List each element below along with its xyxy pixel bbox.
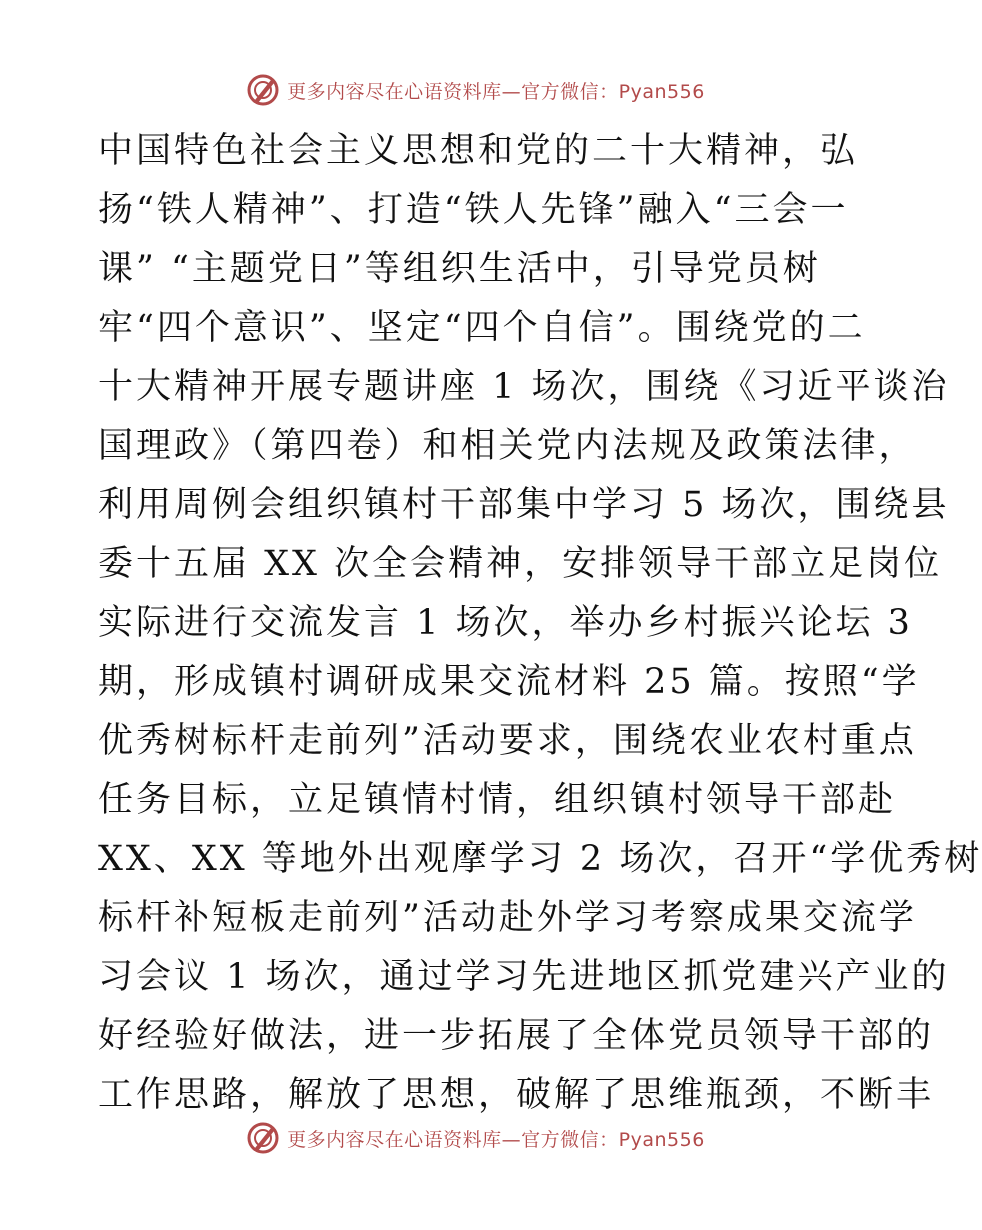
text-line: 牢“四个意识”、坚定“四个自信”。围绕党的二 xyxy=(98,308,866,348)
text-line: 工作思路，解放了思想，破解了思维瓶颈，不断丰 xyxy=(98,1075,935,1115)
watermark-text: 更多内容尽在心语资料库—官方微信：Pyan556 xyxy=(287,1128,705,1151)
text-line: 课” “主题党日”等组织生活中，引导党员树 xyxy=(98,249,821,289)
text-line: 实际进行交流发言 1 场次，举办乡村振兴论坛 3 xyxy=(98,603,913,643)
pen-logo-icon xyxy=(245,1120,281,1156)
header-watermark xyxy=(0,70,950,110)
text-line: 扬“铁人精神”、打造“铁人先锋”融入“三会一 xyxy=(98,190,849,230)
text-line: XX、XX 等地外出观摩学习 2 场次，召开“学优秀树 xyxy=(98,839,982,879)
text-line: 优秀树标杆走前列”活动要求，围绕农业农村重点 xyxy=(98,721,917,761)
watermark-text: 更多内容尽在心语资料库—官方微信：Pyan556 xyxy=(287,80,705,103)
text-line: 国理政》（第四卷）和相关党内法规及政策法律， xyxy=(98,426,917,466)
text-line: 十大精神开展专题讲座 1 场次，围绕《习近平谈治 xyxy=(98,367,950,407)
text-line: 期，形成镇村调研成果交流材料 25 篇。按照“学 xyxy=(98,662,920,702)
text-line: 中国特色社会主义思想和党的二十大精神，弘 xyxy=(98,131,859,171)
footer-watermark xyxy=(0,1118,950,1158)
text-line: 好经验好做法，进一步拓展了全体党员领导干部的 xyxy=(98,1016,935,1056)
text-line: 委十五届 XX 次全会精神，安排领导干部立足岗位 xyxy=(98,544,943,584)
text-line: 习会议 1 场次，通过学习先进地区抓党建兴产业的 xyxy=(98,957,950,997)
pen-logo-icon xyxy=(245,72,281,108)
text-line: 任务目标，立足镇情村情，组织镇村领导干部赴 xyxy=(98,780,897,820)
text-line: 标杆补短板走前列”活动赴外学习考察成果交流学 xyxy=(98,898,917,938)
text-line: 利用周例会组织镇村干部集中学习 5 场次，围绕县 xyxy=(98,485,950,525)
document-body xyxy=(98,122,982,1125)
